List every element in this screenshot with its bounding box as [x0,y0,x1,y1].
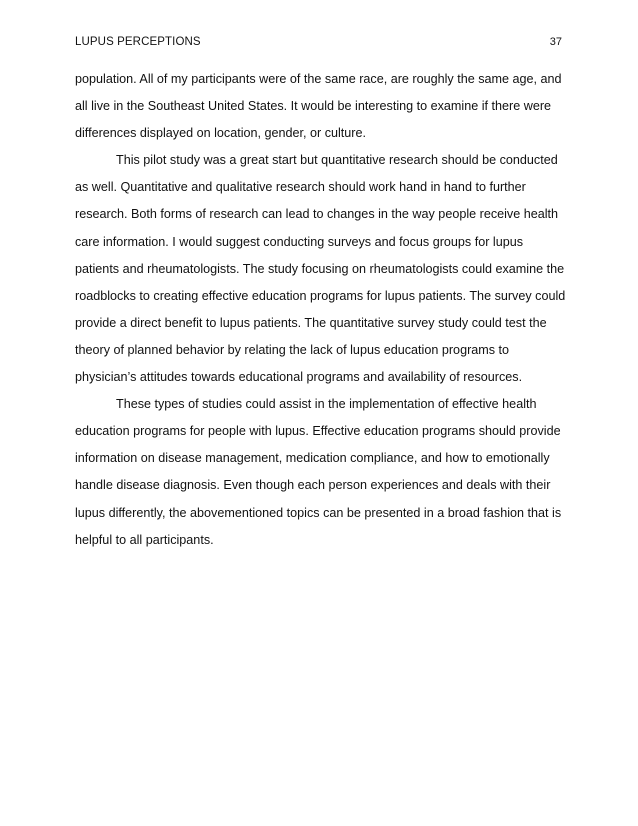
text-line: differences displayed on location, gender, or culture. [75,126,367,141]
text-line: lupus differently, the abovementioned topics can be presented in a broad fashion that is [75,505,562,520]
text-line: theory of planned behavior by relating the lack of lupus education programs to [75,342,510,357]
text-line: helpful to all participants. [75,532,214,547]
text-line: care information. I would suggest conducting surveys and focus groups for lupus [75,234,524,249]
text-line: These types of studies could assist in the implementation of effective health [116,397,537,412]
text-line: physician’s attitudes towards educational programs and availability of resources. [75,370,523,385]
text-line: roadblocks to creating effective education programs for lupus patients. The survey could [75,288,566,303]
text-line: provide a direct benefit to lupus patients. The quantitative survey study could test the [75,315,547,330]
body-text [75,71,571,559]
text-line: This pilot study was a great start but quantitative research should be conducted [116,153,558,168]
text-line: information on disease management, medication compliance, and how to emotionally [75,451,550,466]
page-number: 37 [549,36,562,48]
text-line: handle disease diagnosis. Even though each person experiences and deals with their [75,478,551,493]
text-line: population. All of my participants were of the same race, are roughly the same age, and [75,72,562,86]
text-line: education programs for people with lupus. Effective education programs should provide [75,424,561,439]
text-line: all live in the Southeast United States. It would be interesting to examine if there were [75,99,552,114]
text-line: patients and rheumatologists. The study focusing on rheumatologists could examine the [75,261,565,276]
text-line: research. Both forms of research can lead to changes in the way people receive health [75,207,559,222]
text-line: as well. Quantitative and qualitative research should work hand in hand to further [75,180,526,195]
running-head: LUPUS PERCEPTIONS [75,36,201,48]
